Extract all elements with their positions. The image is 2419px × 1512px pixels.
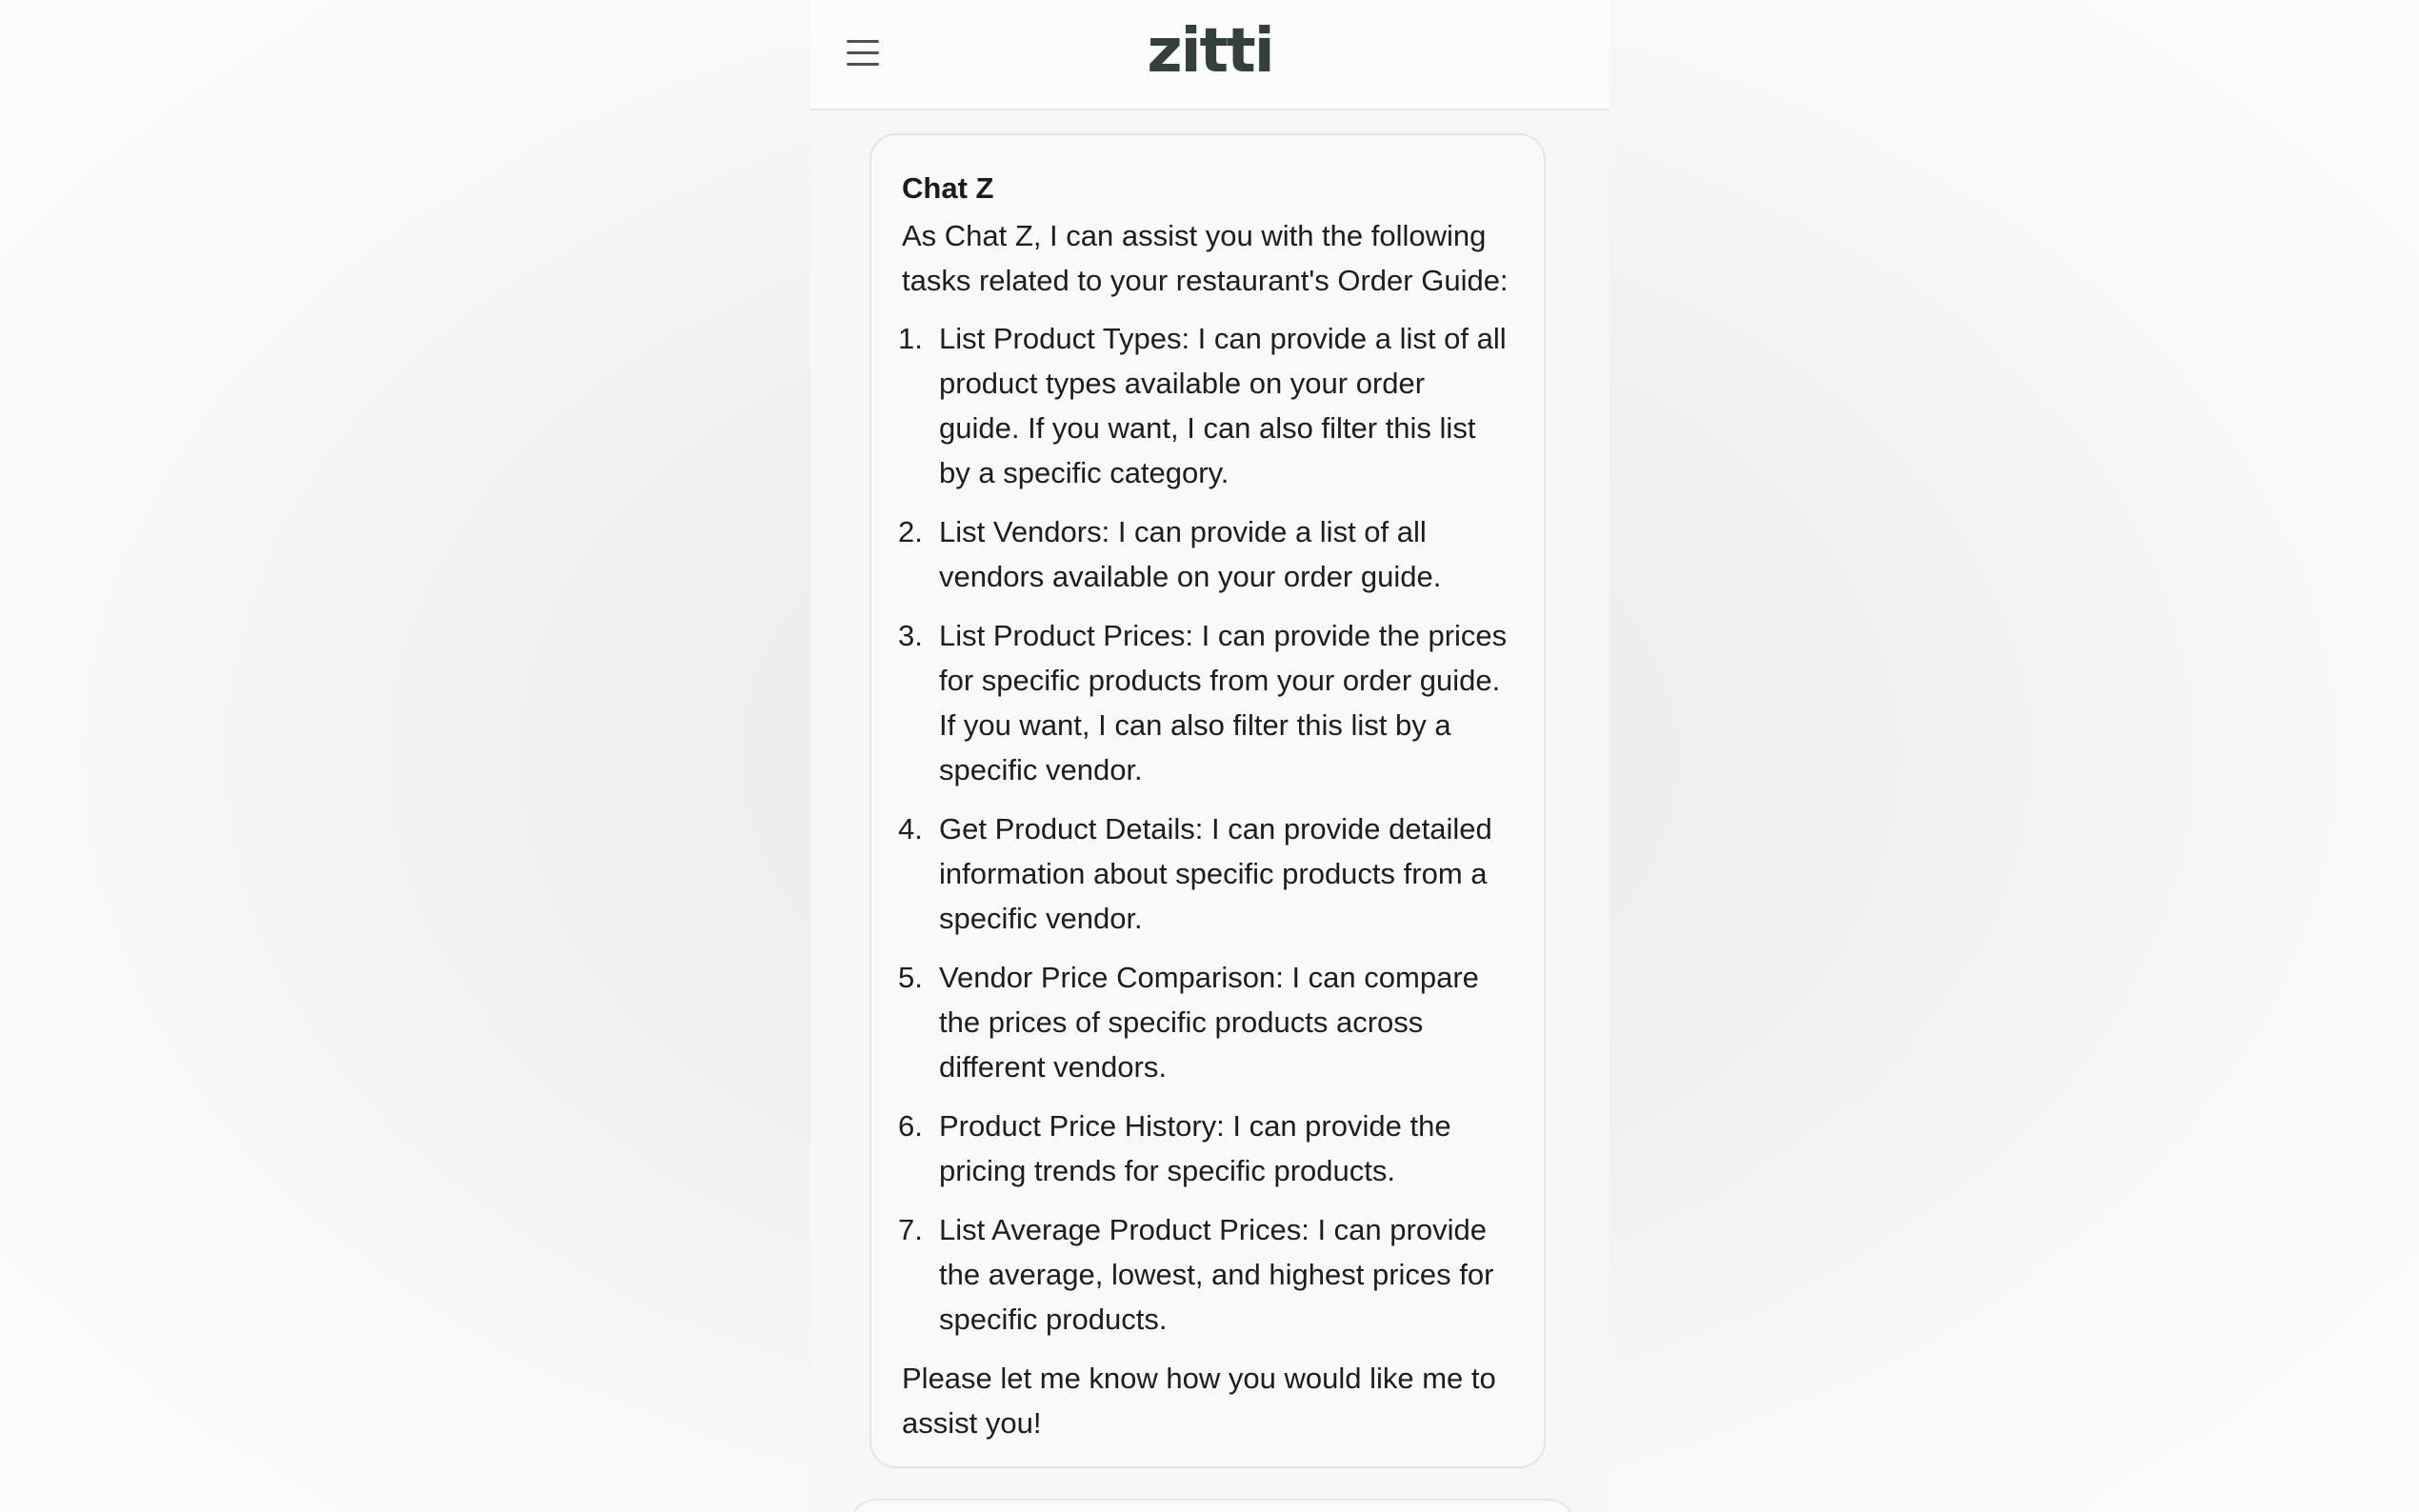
- list-item-number: 1.: [898, 322, 923, 355]
- list-item-number: 5.: [898, 961, 923, 994]
- message-intro: As Chat Z, I can assist you with the following tasks related to your restaurant's Order Guide:: [902, 219, 1509, 297]
- list-item-text: List Average Product Prices: I can provide the average, lowest, and highest prices for specific products.: [939, 1213, 1494, 1336]
- list-item-text: Get Product Details: I can provide detailed information about specific products from a specific vendor.: [939, 812, 1492, 935]
- list-item-text: Vendor Price Comparison: I can compare the prices of specific products across different vendors.: [939, 961, 1479, 1084]
- message-sender: Chat Z: [902, 171, 994, 205]
- list-item: [898, 316, 1513, 495]
- chat-message-card: [870, 133, 1546, 1468]
- list-item: [898, 955, 1513, 1089]
- list-item: [898, 613, 1513, 792]
- list-item-number: 7.: [898, 1213, 923, 1246]
- next-message-card: [849, 1499, 1576, 1512]
- message-closing: Please let me know how you would like me to assist you!: [902, 1362, 1496, 1440]
- list-item: [898, 509, 1513, 599]
- app-logo[interactable]: zitti: [1147, 16, 1273, 87]
- list-item: [898, 1104, 1513, 1193]
- list-item: [898, 806, 1513, 941]
- list-item-text: List Product Types: I can provide a list of all product types available on your order guide. If you want, I can also filter this list by a specific category.: [939, 322, 1507, 489]
- list-item-number: 3.: [898, 619, 923, 652]
- list-item-text: List Vendors: I can provide a list of all vendors available on your order guide.: [939, 515, 1442, 593]
- list-item: [898, 1207, 1513, 1342]
- list-item-number: 4.: [898, 812, 923, 846]
- app-window: [810, 0, 1609, 1512]
- task-list: [898, 316, 1513, 1342]
- list-item-number: 6.: [898, 1109, 923, 1143]
- list-item-number: 2.: [898, 515, 923, 548]
- list-item-text: Product Price History: I can provide the pricing trends for specific products.: [939, 1109, 1451, 1187]
- top-bar: [810, 0, 1609, 110]
- list-item-text: List Product Prices: I can provide the prices for specific products from your order guide. If you want, I can also filter this list by a specific vendor.: [939, 619, 1508, 786]
